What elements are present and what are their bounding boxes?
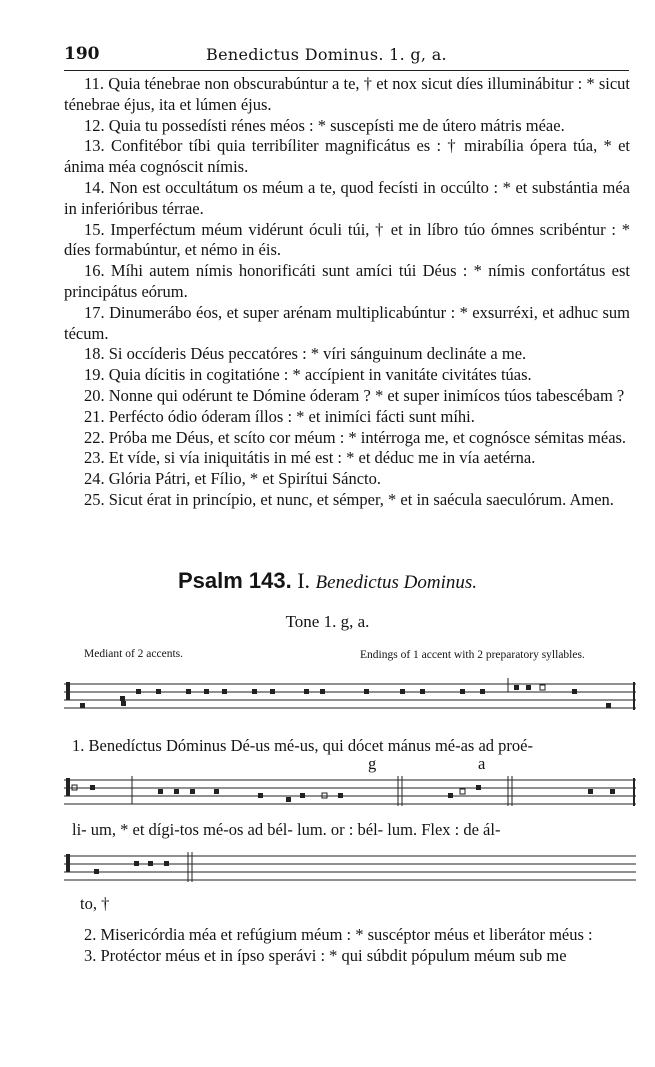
- page-header: [64, 44, 629, 70]
- verse-number: 2.: [84, 925, 97, 944]
- verse-text: Imperféctum méum vidérunt óculi túi, † et in líbro túo ómnes scribéntur : * díes formabúntur, et némo in éis.: [64, 219, 630, 260]
- verse-6: [64, 261, 630, 303]
- verse-8: [64, 344, 630, 365]
- verse-number: 15.: [84, 219, 105, 239]
- verse-number: 24.: [84, 469, 105, 489]
- chant-text-1: 1. Benedíctus Dóminus Dé-us mé-us, qui dócet mánus mé-as ad proé-: [72, 736, 533, 755]
- verse-number: 13.: [84, 136, 105, 156]
- verse-list: [64, 74, 630, 511]
- verse-4: [64, 178, 630, 220]
- verse-number: 21.: [84, 406, 105, 426]
- verse-2: [64, 116, 630, 137]
- ending-g-label: g: [368, 754, 377, 773]
- chant-staff-2: [64, 770, 636, 814]
- verse-text: Si occíderis Déus peccatóres : * víri sánguinum declináte a me.: [108, 344, 527, 364]
- psalm-incipit: Benedictus Dominus.: [315, 572, 478, 593]
- following-verses: [64, 924, 630, 966]
- verse-text: Míhi autem nímis honorificáti sunt amíci túi Déus : * nímis confortátus est principátus eórum.: [64, 261, 630, 301]
- mediant-note: Mediant of 2 accents.: [84, 648, 183, 660]
- verse-7: [64, 303, 630, 345]
- verse-12: [64, 428, 630, 449]
- ending-a-label: a: [478, 754, 486, 773]
- verse-number: 3.: [84, 946, 97, 965]
- verse-text: Quia tu possedísti rénes méos : * suscepísti me de útero mátris méae.: [108, 115, 565, 135]
- verse-number: 11.: [84, 74, 105, 93]
- verse-number: 14.: [84, 177, 105, 197]
- verse-10: [64, 386, 630, 407]
- psalm-part: I.: [297, 568, 311, 593]
- verse-number: 16.: [84, 261, 105, 281]
- verse-13: [64, 448, 630, 469]
- after-verse-1: [64, 924, 630, 945]
- verse-number: 20.: [84, 385, 105, 405]
- psalm-label: Psalm 143.: [177, 568, 292, 593]
- verse-number: 25.: [84, 489, 105, 509]
- chant-staff-1: [64, 672, 636, 720]
- psalm-heading: [0, 568, 655, 594]
- verse-text: Nonne qui odérunt te Dómine óderam ? * et super inimícos túos tabescébam ?: [108, 385, 625, 405]
- verse-text: Non est occultátum os méum a te, quod fecísti in occúlto : * et substántia méa in inferióribus térrae.: [64, 177, 630, 218]
- verse-1: [64, 74, 630, 116]
- running-title: Benedictus Dominus. 1. g, a.: [206, 45, 447, 64]
- verse-number: 12.: [84, 115, 105, 135]
- verse-text: Perfécto ódio óderam íllos : * et inimíci fácti sunt míhi.: [108, 406, 475, 426]
- verse-text: Protéctor méus et in ípso sperávi : * qui súbdit pópulum méum sub me: [100, 946, 567, 965]
- verse-text: Glória Pátri, et Fílio, * et Spirítui Sáncto.: [108, 469, 381, 489]
- verse-text: Próba me Déus, et scíto cor méum : * intérroga me, et cognósce sémitas méas.: [108, 427, 627, 447]
- verse-14: [64, 469, 630, 490]
- chant-text-2: li- um, * et dígi-tos mé-os ad bél- lum. or : bél- lum. Flex : de ál-: [72, 820, 501, 839]
- verse-number: 19.: [84, 365, 105, 385]
- verse-5: [64, 220, 630, 262]
- verse-15: [64, 490, 630, 511]
- verse-9: [64, 365, 630, 386]
- chant-text-3: to, †: [80, 894, 110, 913]
- verse-text: Misericórdia méa et refúgium méum : * suscéptor méus et liberátor méus :: [100, 925, 593, 944]
- verse-11: [64, 407, 630, 428]
- verse-text: Dinumerábo éos, et super arénam multiplicabúntur : * exsurréxi, et adhuc sum técum.: [64, 302, 630, 343]
- verse-text: Et víde, si vía iniquitátis in mé est : * et déduc me in vía aetérna.: [108, 448, 536, 468]
- verse-text: Quia ténebrae non obscurabúntur a te, † et nox sicut díes illuminábitur : * sicut ténebrae éjus, ita et lúmen éjus.: [64, 74, 631, 114]
- header-rule: [64, 70, 629, 71]
- verse-3: [64, 136, 630, 178]
- verse-number: 23.: [84, 448, 105, 468]
- verse-text: Sicut érat in princípio, et nunc, et sémper, * et in saécula saeculórum. Amen.: [108, 489, 614, 509]
- verse-text: Quia dícitis in cogitatióne : * accípient in vanitáte civitátes túas.: [108, 365, 532, 385]
- verse-number: 22.: [84, 427, 105, 447]
- endings-note: Endings of 1 accent with 2 preparatory syllables.: [360, 649, 585, 661]
- after-verse-2: [64, 945, 630, 966]
- verse-text: Confitébor tíbi quia terribíliter magnificátus es : † mirabília ópera túa, * et ánima méa cognóscit nímis.: [64, 136, 631, 177]
- chant-staff-3: [64, 846, 636, 890]
- tone-label: Tone 1. g, a.: [285, 612, 370, 631]
- verse-number: 18.: [84, 344, 105, 364]
- page-number: 190: [64, 44, 100, 64]
- verse-number: 17.: [84, 302, 105, 322]
